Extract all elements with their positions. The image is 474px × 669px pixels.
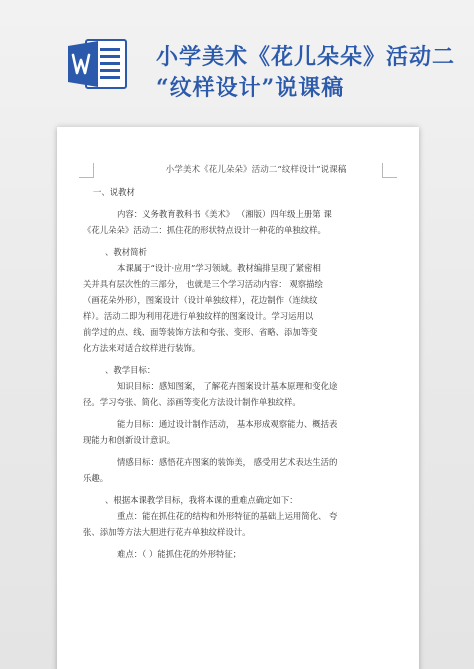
- document-line: 一、说教材: [93, 187, 135, 197]
- document-line: 本课属于“设计·应用”学习领域。教材编排呈现了紧密相: [117, 263, 321, 273]
- document-line: 关并具有层次性的三部分， 也就是三个学习活动内容： 观察描绘: [83, 279, 323, 289]
- document-line: 前学过的点、线、面等装饰方法和夸张、变形、省略、添加等变: [83, 327, 318, 337]
- document-line: 化方法来对适合纹样进行装饰。: [83, 343, 201, 353]
- document-line: 张、添加等方法大胆进行花卉单独纹样设计。: [83, 527, 251, 537]
- document-line: 乐趣。: [83, 473, 109, 483]
- document-line: 难点：（ ）能抓住花的外形特征；: [117, 549, 242, 559]
- document-line: 径。学习夸张、简化、添画等变化方法设计制作单独纹样。: [83, 397, 301, 407]
- document-title: 小学美术《花儿朵朵》活动二“纹样设计”说课稿: [165, 165, 347, 175]
- document-line: 《花儿朵朵》活动二：抓住花的形状特点设计一种花的单独纹样。: [83, 225, 326, 235]
- document-line: 知识目标：感知图案， 了解花卉图案设计基本原理和变化途: [117, 381, 338, 391]
- word-document-icon: [66, 36, 128, 92]
- document-line: 、根据本课教学目标，我将本课的重难点确定如下：: [105, 495, 298, 505]
- document-line: 内容：义务教育教科书《美术》 （湘版）四年级上册第 课: [117, 209, 332, 219]
- document-lines: [83, 184, 399, 562]
- page-title-line-2: “纹样设计”说课稿: [156, 75, 345, 101]
- document-body: [83, 162, 399, 562]
- document-line: 现能力和创新设计意识。: [83, 435, 176, 445]
- page-title-line-1: 小学美术《花儿朵朵》活动二: [156, 44, 456, 70]
- header-banner: [0, 0, 474, 115]
- document-line: 样）。活动二即为利用花进行单独纹样的图案设计。学习运用以: [83, 311, 314, 321]
- document-page: [57, 127, 419, 669]
- document-line: 能力目标：通过设计制作活动， 基本形成观察能力、概括表: [117, 419, 338, 429]
- document-line: 重点：能在抓住花的结构和外形特征的基础上运用简化、 夸: [117, 511, 338, 521]
- document-line: 情感目标：感悟花卉图案的装饰美， 感受用艺术表达生活的: [117, 457, 338, 467]
- document-line: 、教学目标：: [105, 365, 156, 375]
- document-line: 、教材简析: [105, 247, 147, 257]
- document-line: （画花朵外形），图案设计（设计单独纹样），花边制作（连续纹: [83, 295, 318, 305]
